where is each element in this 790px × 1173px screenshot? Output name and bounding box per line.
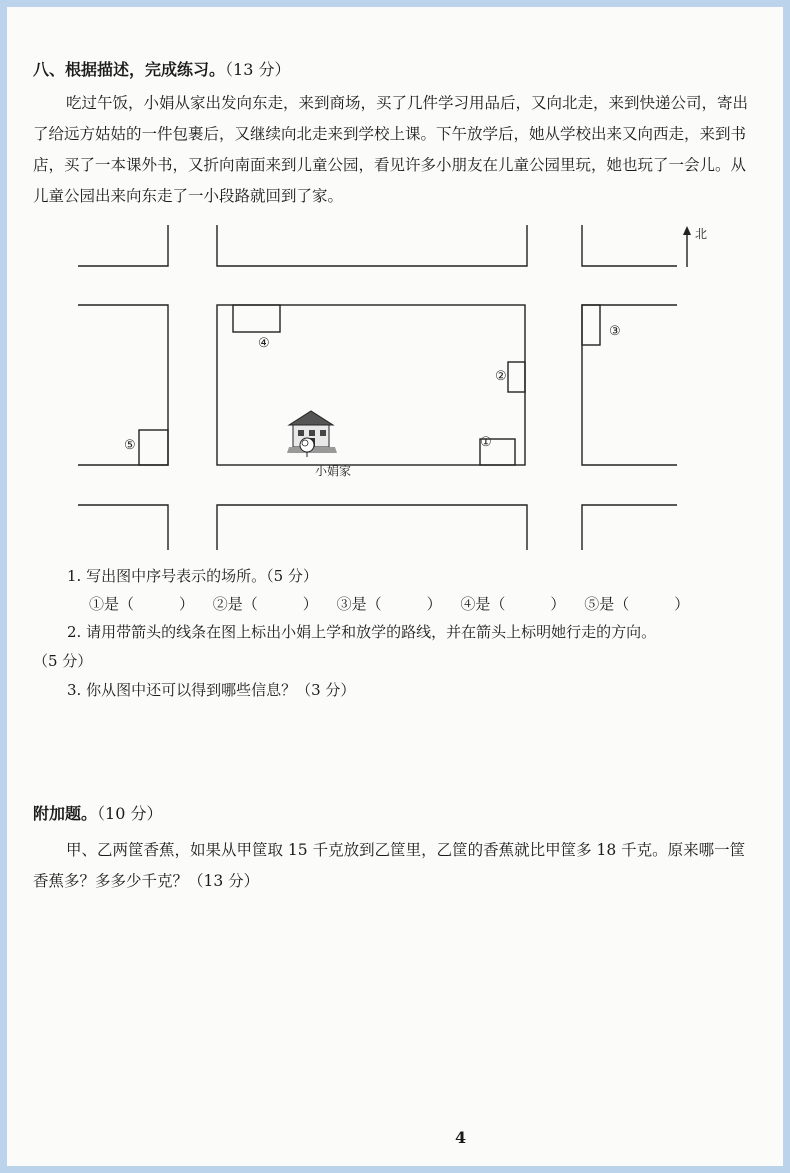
section-8-description: 吃过午饭，小娟从家出发向东走，来到商场，买了几件学习用品后，又向北走，来到快递公司，寄出了给远方姑姑的一件包裹后，又继续向北走来到学校上课。下午放学后，她从学校出来又向西走，来到书店，买了一本课外书，又折向南面来到儿童公园，看见许多小朋友在儿童公园里玩，她也玩了一会儿。从儿童公园出来向东走了一小段路就回到了家。 (33, 94, 749, 205)
question-1: 1. 写出图中序号表示的场所。（5 分） (67, 567, 318, 585)
marker-4: ④ (258, 336, 270, 351)
north-arrow-head (683, 226, 691, 235)
worksheet-page (7, 7, 783, 1166)
question-2-points: （5 分） (33, 652, 93, 670)
blank-2[interactable]: ②是（ ） (212, 595, 318, 613)
block-top-right (582, 225, 677, 266)
tree-icon (300, 438, 314, 457)
blank-5[interactable]: ⑤是（ ） (584, 595, 690, 613)
question-2: 2. 请用带箭头的线条在图上标出小娟上学和放学的路线，并在箭头上标明她行走的方向。 (67, 623, 657, 641)
north-label: 北 (695, 227, 708, 241)
bonus-question: 甲、乙两筐香蕉，如果从甲筐取 15 千克放到乙筐里，乙筐的香蕉就比甲筐多 18 千克。原来哪一筐香蕉多？多多少千克？（13 分） (33, 841, 746, 890)
blank-4[interactable]: ④是（ ） (460, 595, 566, 613)
place-5-box (139, 430, 168, 465)
bonus-heading: 附加题。（10 分） (33, 804, 163, 823)
block-bottom-right (582, 505, 677, 550)
block-center (217, 305, 525, 465)
block-middle-left (78, 305, 168, 465)
page-number: 4 (455, 1128, 467, 1147)
home-label: 小娟家 (315, 464, 352, 478)
blank-1[interactable]: ①是（ ） (89, 595, 195, 613)
section-8-heading: 八、根据描述，完成练习。（13 分） (33, 60, 291, 79)
block-bottom-middle (217, 505, 527, 550)
marker-1: ① (480, 435, 492, 450)
block-middle-right (582, 305, 677, 465)
place-4-box (233, 305, 280, 332)
marker-3: ③ (609, 324, 621, 339)
question-1-answer-blanks (89, 591, 703, 617)
street-map-drawing (77, 225, 717, 555)
place-3-box (582, 305, 600, 345)
block-top-left (78, 225, 168, 266)
blank-3[interactable]: ③是（ ） (336, 595, 442, 613)
marker-2: ② (495, 369, 507, 384)
marker-5: ⑤ (124, 438, 136, 453)
place-2-box (508, 362, 525, 392)
street-map (77, 225, 717, 555)
block-top-middle (217, 225, 527, 266)
question-3: 3. 你从图中还可以得到哪些信息？（3 分） (67, 681, 356, 699)
block-bottom-left (78, 505, 168, 550)
